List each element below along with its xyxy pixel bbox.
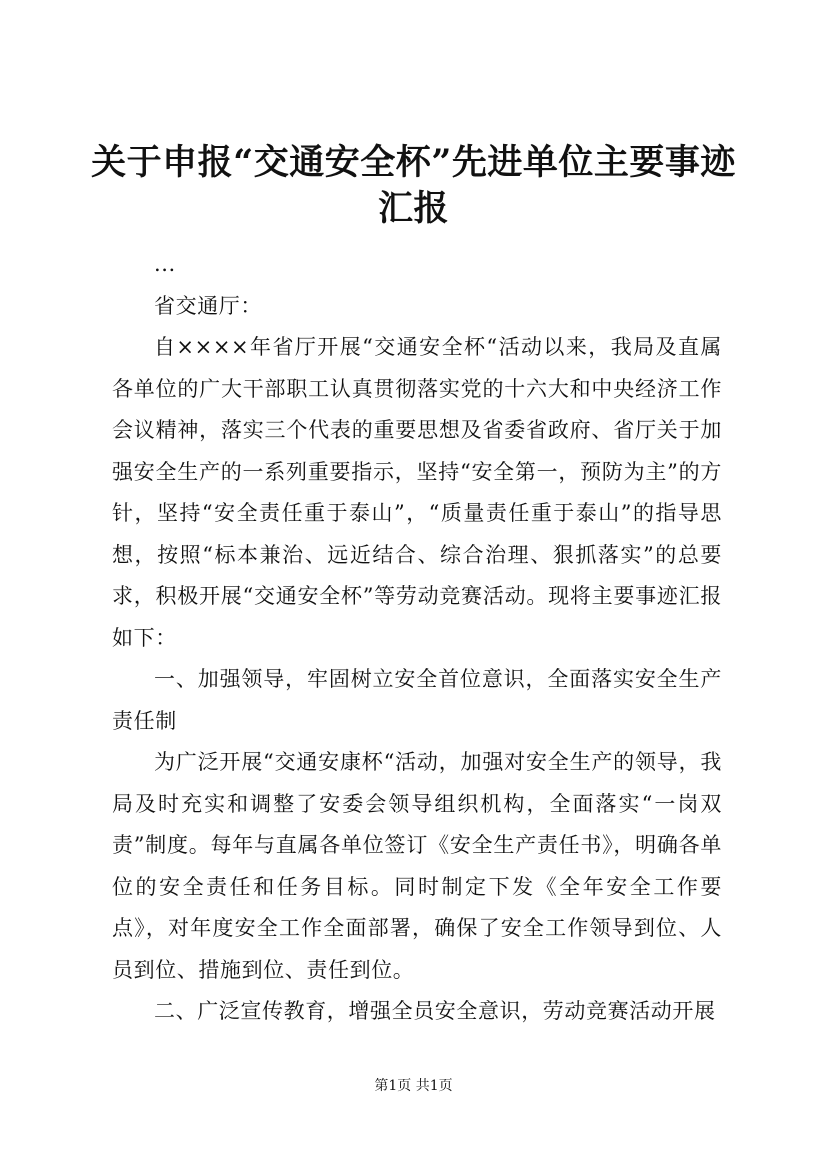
ellipsis-line: ... (154, 252, 176, 276)
document-title: 关于申报“交通安全杯”先进单位主要事迹汇报 (91, 142, 736, 229)
document-body (112, 244, 722, 1033)
paragraph-intro: 自××××年省厅开展“交通安全杯“活动以来，我局及直属各单位的广大干部职工认真贯彻落实党的十六大和中央经济工作会议精神，落实三个代表的重要思想及省委省政府、省厅关于加强安全生产的一系列重要指示，坚持“安全第一，预防为主”的方针，坚持“安全责任重于泰山”，“质量责任重于泰山”的指导思想，按照“标本兼治、远近结合、综合治理、狠抓落实”的总要求，积极开展“交通安全杯”等劳动竞赛活动。现将主要事迹汇报如下： (112, 335, 722, 650)
salutation: 省交通厅： (154, 293, 262, 318)
paragraph-section-1: 为广泛开展“交通安康杯“活动，加强对安全生产的领导，我局及时充实和调整了安委会领导组织机构，全面落实“一岗双责”制度。每年与直属各单位签订《安全生产责任书》，明确各单位的安全责任和任务目标。同时制定下发《全年安全工作要点》，对年度安全工作全面部署，确保了安全工作领导到位、人员到位、措施到位、责任到位。 (112, 750, 722, 982)
section-heading-2: 二、广泛宣传教育，增强全员安全意识，劳动竞赛活动开展 (154, 999, 716, 1023)
section-heading-1: 一、加强领导，牢固树立安全首位意识，全面落实安全生产责任制 (112, 667, 722, 733)
page-footer: 第1页 共1页 (374, 1078, 453, 1094)
